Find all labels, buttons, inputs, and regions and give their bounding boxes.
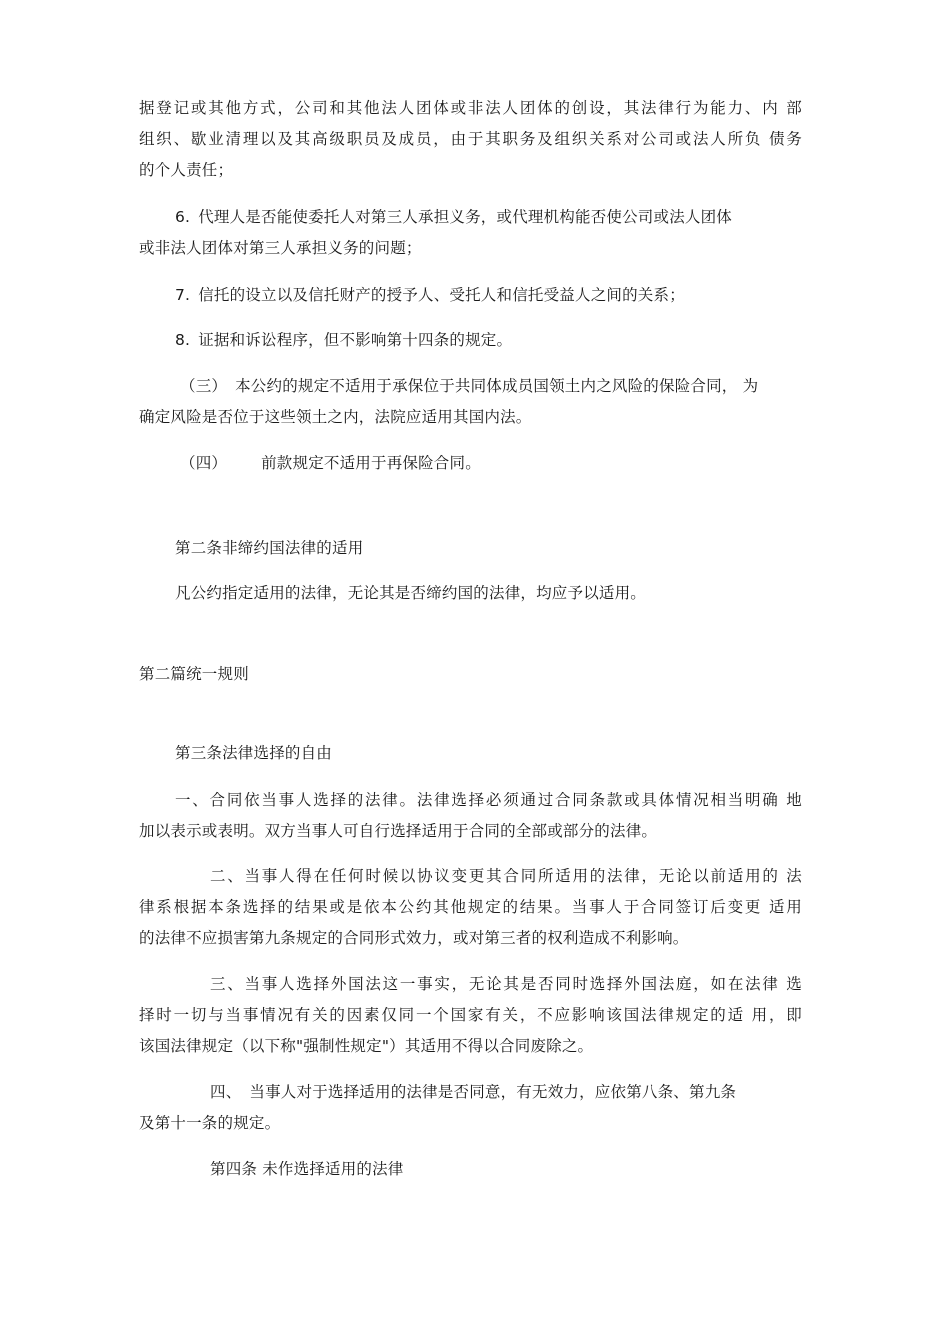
list-item-text: 信托的设立以及信托财产的授予人、受托人和信托受益人之间的关系； <box>198 286 685 304</box>
list-marker: 7. <box>175 286 191 304</box>
clause-1-line: 一、合同依当事人选择的法律。法律选择必须通过合同条款或具体情况相当明确 地 <box>175 791 802 809</box>
clause-1-line: 加以表示或表明。双方当事人可自行选择适用于合同的全部或部分的法律。 <box>139 822 658 840</box>
paragraph-line: 的个人责任； <box>139 161 234 179</box>
section-text: 前款规定不适用于再保险合同。 <box>261 454 481 472</box>
paragraph-line: 确定风险是否位于这些领土之内，法院应适用其国内法。 <box>139 408 532 426</box>
part-2-heading: 第二篇统一规则 <box>139 665 249 683</box>
article-2-body: 凡公约指定适用的法律，无论其是否缔约国的法律，均应予以适用。 <box>175 584 647 602</box>
list-marker: 8. <box>175 331 191 349</box>
paragraph-line: 或非法人团体对第三人承担义务的问题； <box>139 239 422 257</box>
clause-3-line: 择时一切与当事情况有关的因素仅同一个国家有关，不应影响该国法律规定的适 用，即 <box>139 1006 802 1024</box>
list-item-text: 代理人是否能使委托人对第三人承担义务，或代理机构能否使公司或法人团体 <box>198 208 733 226</box>
section-4 <box>180 453 481 473</box>
list-item-text: 证据和诉讼程序，但不影响第十四条的规定。 <box>198 331 513 349</box>
clause-3-line: 该国法律规定（以下称"强制性规定"）其适用不得以合同废除之。 <box>139 1037 594 1055</box>
clause-text: 当事人对于选择适用的法律是否同意，有无效力，应依第八条、第九条 <box>249 1083 737 1101</box>
list-item-7 <box>175 285 685 305</box>
section-3 <box>180 376 758 396</box>
article-2-heading: 第二条非缔约国法律的适用 <box>175 539 364 557</box>
clause-4 <box>210 1082 736 1102</box>
list-item-8 <box>175 330 512 350</box>
clause-marker: 四、 <box>210 1083 242 1101</box>
list-marker: 6. <box>175 208 191 226</box>
list-item-6 <box>175 207 732 227</box>
paragraph-line: 据登记或其他方式，公司和其他法人团体或非法人团体的创设，其法律行为能力、内 部 <box>139 99 802 117</box>
clause-2-line: 律系根据本条选择的结果或是依本公约其他规定的结果。当事人于合同签订后变更 适用 <box>139 898 802 916</box>
clause-2-line: 二、当事人得在任何时候以协议变更其合同所适用的法律，无论以前适用的 法 <box>210 867 802 885</box>
article-3-heading: 第三条法律选择的自由 <box>175 744 333 762</box>
article-4-heading: 第四条 未作选择适用的法律 <box>210 1160 404 1178</box>
clause-2-line: 的法律不应损害第九条规定的合同形式效力，或对第三者的权利造成不利影响。 <box>139 929 689 947</box>
paragraph-line: 组织、歇业清理以及其高级职员及成员，由于其职务及组织关系对公司或法人所负 债务 <box>139 130 802 148</box>
clause-4-line: 及第十一条的规定。 <box>139 1114 281 1132</box>
section-marker: （四） <box>180 454 228 472</box>
clause-3-line: 三、当事人选择外国法这一事实，无论其是否同时选择外国法庭，如在法律 选 <box>210 975 802 993</box>
section-text: 本公约的规定不适用于承保位于共同体成员国领土内之风险的保险合同， 为 <box>235 377 759 395</box>
section-marker: （三） <box>180 377 228 395</box>
